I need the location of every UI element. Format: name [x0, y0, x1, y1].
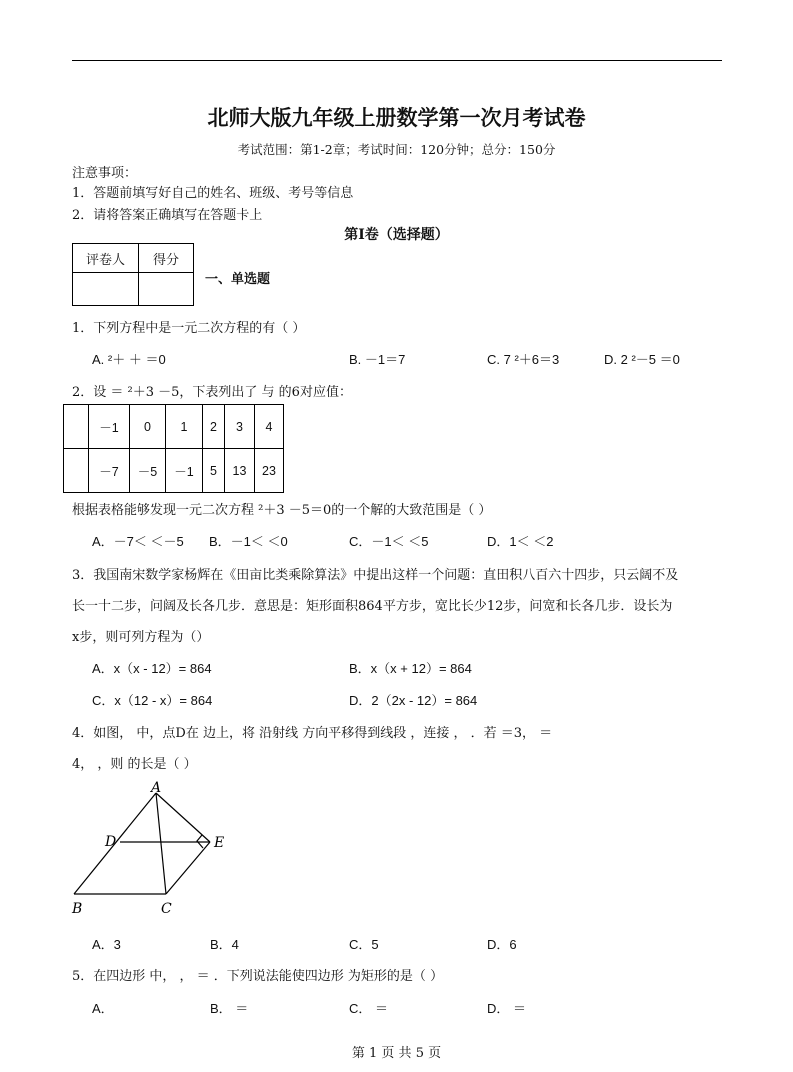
q2-option-a: A．－7＜ ＜－5 — [92, 534, 184, 549]
figure-segment-ec — [166, 842, 210, 894]
notice-heading: 注意事项： — [72, 166, 138, 181]
q3-line-1: 3．我国南宋数学家杨辉在《田亩比类乘除算法》中提出这样一个问题：直田积八百六十四步，只云阔不及 — [72, 568, 679, 583]
q5-option-b: B． ＝ — [210, 1001, 249, 1016]
header-rule — [72, 60, 722, 61]
q4-line-2: 4， ，则 的长是（ ） — [72, 757, 197, 772]
figure-label-c: C — [161, 901, 172, 917]
figure-segment-ac — [156, 793, 166, 894]
q2-option-d: D．1＜ ＜2 — [487, 534, 554, 549]
notice-item-2: 2．请将答案正确填写在答题卡上 — [72, 208, 263, 223]
score-cell-grader[interactable] — [73, 273, 139, 306]
score-header-score: 得分 — [139, 244, 194, 273]
q1-option-c: C. 7 ²＋6＝3 — [487, 352, 560, 367]
notice-item-1: 1．答题前填写好自己的姓名、班级、考号等信息 — [72, 186, 354, 201]
q2-table-cell: －1 — [89, 405, 130, 449]
q1-stem: 1．下列方程中是一元二次方程的有（ ） — [72, 321, 306, 336]
part-title: 第I卷（选择题） — [344, 227, 449, 243]
q3-option-a: A．x（x - 12）= 864 — [92, 661, 212, 676]
q1-option-a: A. ²＋ ＋ ＝0 — [92, 352, 166, 367]
section-title: 一、单选题 — [205, 272, 271, 287]
q1-option-d: D. 2 ²－5 ＝0 — [604, 352, 680, 367]
q4-option-d: D．6 — [487, 937, 517, 952]
q2-option-c: C．－1＜ ＜5 — [349, 534, 429, 549]
q2-table-cell: 23 — [255, 449, 284, 493]
q2-table-cell: 5 — [203, 449, 225, 493]
q4-option-a: A．3 — [92, 937, 121, 952]
q2-table-cell: 3 — [225, 405, 255, 449]
q2-table-cell: 4 — [255, 405, 284, 449]
figure-label-e: E — [214, 835, 225, 851]
q2-table-cell: 1 — [166, 405, 203, 449]
q2-table-cell — [64, 449, 89, 493]
figure-segment-ae — [156, 793, 210, 842]
q2-table-cell: －5 — [130, 449, 166, 493]
q2-table-cell: 13 — [225, 449, 255, 493]
q3-line-3: x步，则可列方程为（） — [72, 630, 210, 645]
q4-line-1: 4．如图， 中，点D在 边上，将 沿射线 方向平移得到线段 ，连接 ， ．若 ＝3， ＝ — [72, 726, 553, 741]
figure-label-a: A — [151, 780, 162, 796]
score-cell-score[interactable] — [139, 273, 194, 306]
score-table — [72, 243, 194, 306]
figure-label-b: B — [72, 901, 83, 917]
q3-option-b: B．x（x + 12）= 864 — [349, 661, 472, 676]
q4-figure — [60, 780, 240, 920]
q2-table-cell: －1 — [166, 449, 203, 493]
q4-option-b: B．4 — [210, 937, 239, 952]
q2-table-cell: 2 — [203, 405, 225, 449]
q3-line-2: 长一十二步，问阔及长各几步．意思是：矩形面积864平方步，宽比长少12步，问宽和长各几步．设长为 — [72, 599, 673, 614]
exam-subtitle: 考试范围：第1-2章；考试时间：120分钟；总分：150分 — [237, 142, 556, 157]
q2-stem-2: 根据表格能够发现一元二次方程 ²＋3 －5＝0的一个解的大致范围是（ ） — [72, 503, 492, 518]
q3-option-d: D．2（2x - 12）= 864 — [349, 693, 478, 708]
q5-option-d: D． ＝ — [487, 1001, 527, 1016]
q5-option-c: C． ＝ — [349, 1001, 389, 1016]
exam-title: 北师大版九年级上册数学第一次月考试卷 — [207, 105, 586, 130]
q2-option-b: B．－1＜ ＜0 — [209, 534, 288, 549]
q1-option-b: B. －1＝7 — [349, 352, 406, 367]
q2-table-cell — [64, 405, 89, 449]
q2-table-cell: 0 — [130, 405, 166, 449]
q5-option-a: A． — [92, 1001, 114, 1016]
figure-label-d: D — [105, 834, 117, 850]
q2-stem: 2．设 ＝ ²＋3 －5，下表列出了 与 的6对应值： — [72, 385, 352, 400]
q2-table-cell: －7 — [89, 449, 130, 493]
q5-stem: 5．在四边形 中， ， ＝ ．下列说法能使四边形 为矩形的是（ ） — [72, 969, 444, 984]
q2-value-table — [63, 404, 284, 493]
q4-option-c: C．5 — [349, 937, 379, 952]
q3-option-c: C．x（12 - x）= 864 — [92, 693, 213, 708]
score-header-grader: 评卷人 — [73, 244, 139, 273]
page-footer: 第 1 页 共 5 页 — [351, 1046, 442, 1061]
